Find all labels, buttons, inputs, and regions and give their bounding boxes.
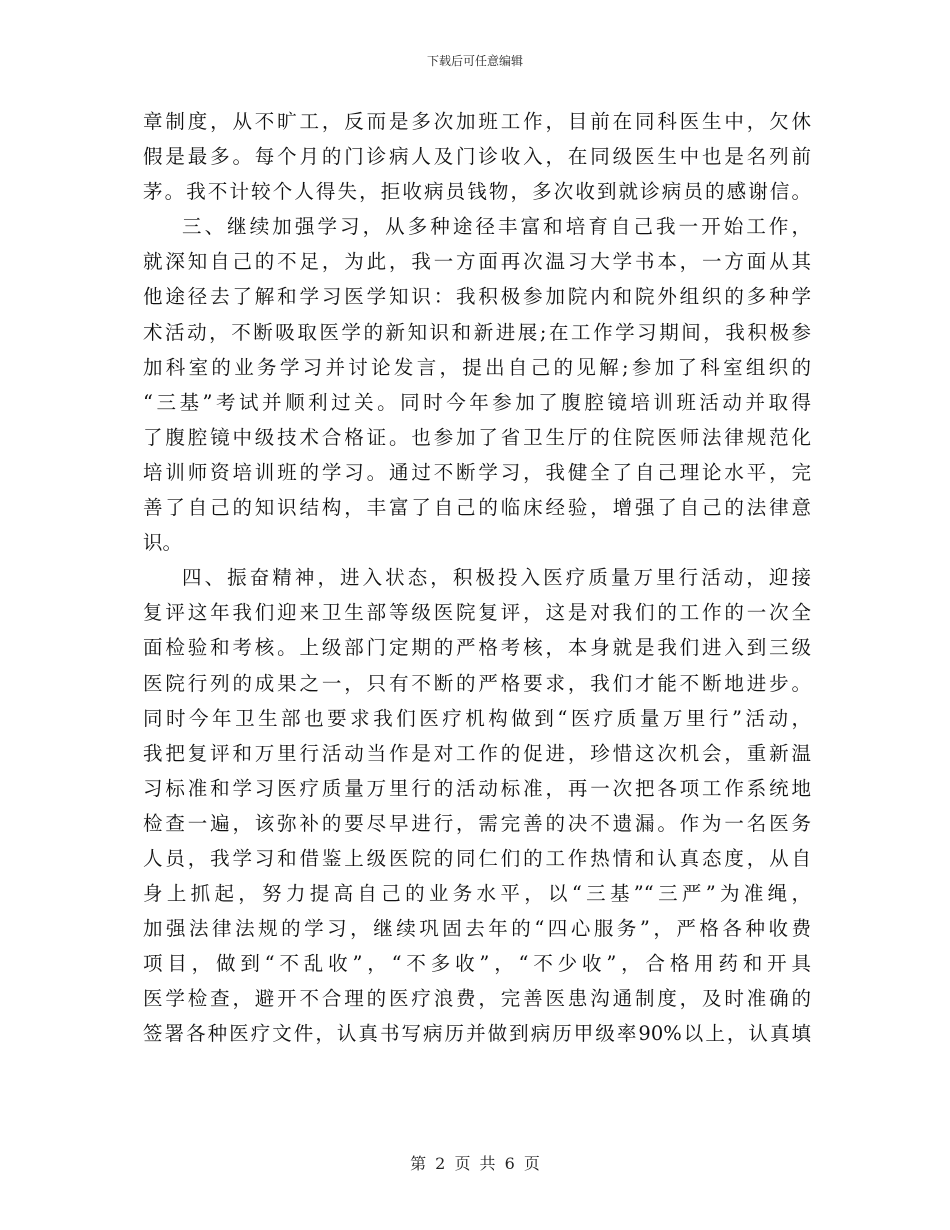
text-line: 习标准和学习医疗质量万里行的活动标准，再一次把各项工作系统地 [143, 776, 811, 800]
text-line: 术活动，不断吸取医学的新知识和新进展;在工作学习期间，我积极参 [143, 320, 811, 344]
text-line: 他途径去了解和学习医学知识：我积极参加院内和院外组织的多种学 [143, 285, 811, 309]
text-line: 面检验和考核。上级部门定期的严格考核，本身就是我们进入到三级 [143, 636, 811, 660]
text-line: 同时今年卫生部也要求我们医疗机构做到“医疗质量万里行”活动， [143, 706, 811, 730]
text-line: 医学检查，避开不合理的医疗浪费，完善医患沟通制度，及时准确的 [143, 987, 811, 1011]
text-line: 人员，我学习和借鉴上级医院的同仁们的工作热情和认真态度，从自 [143, 846, 811, 870]
page-header: 下载后可任意编辑 [426, 54, 523, 68]
text-line: 我把复评和万里行活动当作是对工作的促进，珍惜这次机会，重新温 [143, 741, 811, 765]
document-body [143, 104, 811, 1052]
text-line: 善了自己的知识结构，丰富了自己的临床经验，增强了自己的法律意 [143, 496, 811, 520]
text-line: 复评这年我们迎来卫生部等级医院复评，这是对我们的工作的一次全 [143, 601, 811, 625]
text-line: 加强法律法规的学习，继续巩固去年的“四心服务”，严格各种收费 [143, 917, 811, 941]
text-line: 三、继续加强学习，从多种途径丰富和培育自己我一开始工作， [182, 215, 811, 239]
text-line: 茅。我不计较个人得失，拒收病员钱物，多次收到就诊病员的感谢信。 [143, 180, 811, 204]
text-line: 四、振奋精神，进入状态，积极投入医疗质量万里行活动，迎接 [182, 566, 811, 590]
text-line: 加科室的业务学习并讨论发言，提出自己的见解;参加了科室组织的 [143, 355, 811, 379]
text-line: 身上抓起，努力提高自己的业务水平，以“三基”“三严”为准绳， [143, 882, 811, 906]
text-line: 医院行列的成果之一，只有不断的严格要求，我们才能不断地进步。 [143, 671, 811, 695]
page-footer: 第 2 页 共 6 页 [410, 1154, 540, 1173]
text-line: 检查一遍，该弥补的要尽早进行，需完善的决不遗漏。作为一名医务 [143, 811, 811, 835]
text-line: 培训师资培训班的学习。通过不断学习，我健全了自己理论水平，完 [143, 460, 811, 484]
text-line: 识。 [143, 531, 183, 555]
text-line: 假是最多。每个月的门诊病人及门诊收入，在同级医生中也是名列前 [143, 145, 811, 169]
text-line: 了腹腔镜中级技术合格证。也参加了省卫生厅的住院医师法律规范化 [143, 425, 811, 449]
text-line: 项目，做到“不乱收”，“不多收”，“不少收”，合格用药和开具 [143, 952, 811, 976]
text-line: 章制度，从不旷工，反而是多次加班工作，目前在同科医生中，欠休 [143, 110, 811, 133]
text-line: 签署各种医疗文件，认真书写病历并做到病历甲级率90%以上，认真填 [143, 1022, 811, 1046]
text-line: “三基”考试并顺利过关。同时今年参加了腹腔镜培训班活动并取得 [143, 390, 811, 414]
text-line: 就深知自己的不足，为此，我一方面再次温习大学书本，一方面从其 [143, 250, 811, 274]
